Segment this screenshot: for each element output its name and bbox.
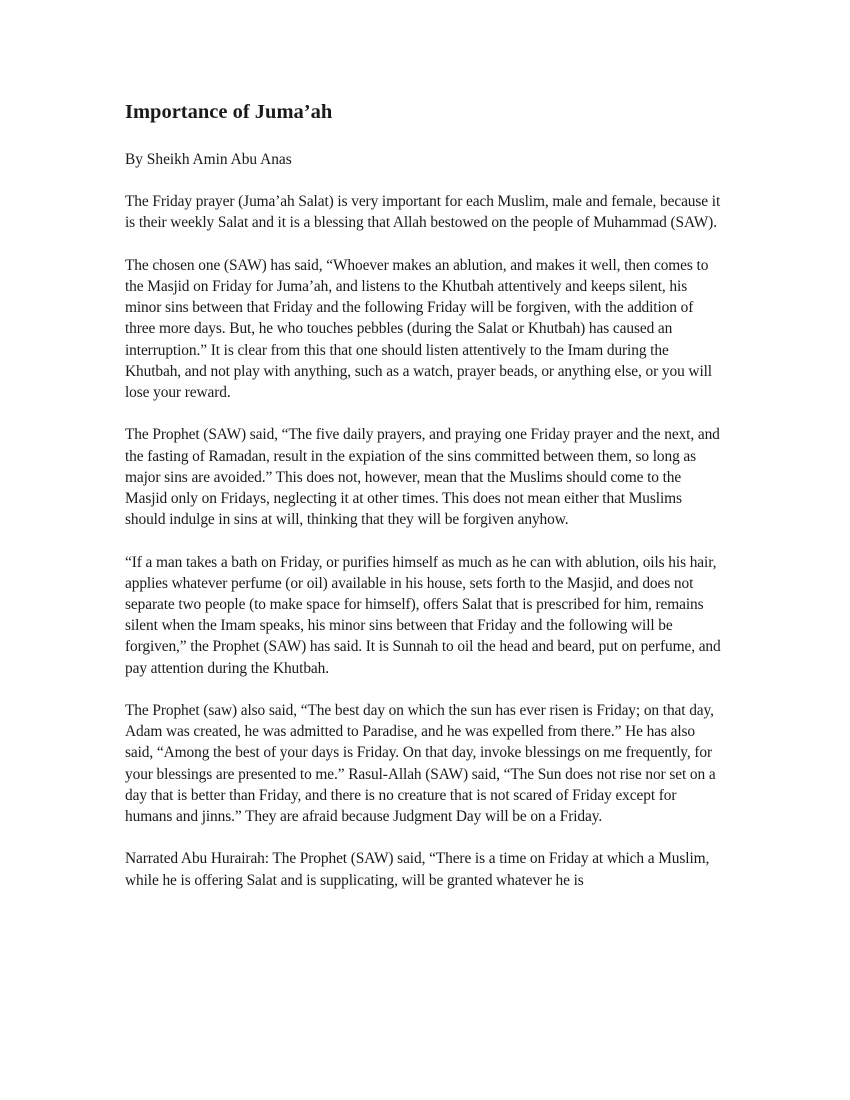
author-byline: By Sheikh Amin Abu Anas [125,151,292,168]
paragraph: The Prophet (SAW) said, “The five daily prayers, and praying one Friday prayer and the next, and the fasting of Ramadan, result in the expiation of the sins committed between them, so long as major sins are avoided.” This does not, however, mean that the Muslims should come to the Masjid only on Fridays, neglecting it at other times. This does not mean either that Muslims should indulge in sins at will, thinking that they will be forgiven anyhow. [125,426,720,529]
page-title: Importance of Juma’ah [125,101,333,123]
paragraph: The Friday prayer (Juma’ah Salat) is very important for each Muslim, male and female, because it is their weekly Salat and it is a blessing that Allah bestowed on the people of Muhammad (SAW). [125,193,721,232]
paragraph: Narrated Abu Hurairah: The Prophet (SAW) said, “There is a time on Friday at which a Muslim, while he is offering Salat and is supplicating, will be granted whatever he is [125,850,710,889]
document-page [125,98,725,912]
paragraph: “If a man takes a bath on Friday, or purifies himself as much as he can with ablution, oils his hair, applies whatever perfume (or oil) available in his house, sets forth to the Masjid, and does not separate two people (to make space for himself), offers Salat that is prescribed for him, remains silent when the Imam speaks, his minor sins between that Friday and the following will be forgiven,” the Prophet (SAW) has said. It is Sunnah to oil the head and beard, put on perfume, and pay attention during the Khutbah. [125,553,721,677]
paragraph: The Prophet (saw) also said, “The best day on which the sun has ever risen is Friday; on that day, Adam was created, he was admitted to Paradise, and he was expelled from there.” He has also said, “Among the best of your days is Friday. On that day, invoke blessings on me frequently, for your blessings are presented to me.” Rasul-Allah (SAW) said, “The Sun does not rise nor set on a day that is better than Friday, and there is no creature that is not scared of Friday except for humans and jinns.” They are afraid because Judgment Day will be on a Friday. [125,702,716,826]
paragraph: The chosen one (SAW) has said, “Whoever makes an ablution, and makes it well, then comes to the Masjid on Friday for Juma’ah, and listens to the Khutbah attentively and keeps silent, his minor sins between that Friday and the following Friday will be forgiven, with the addition of three more days. But, he who touches pebbles (during the Salat or Khutbah) has caused an interruption.” It is clear from this that one should listen attentively to the Imam during the Khutbah, and not play with anything, such as a watch, prayer beads, or anything else, or you will lose your reward. [125,256,712,402]
